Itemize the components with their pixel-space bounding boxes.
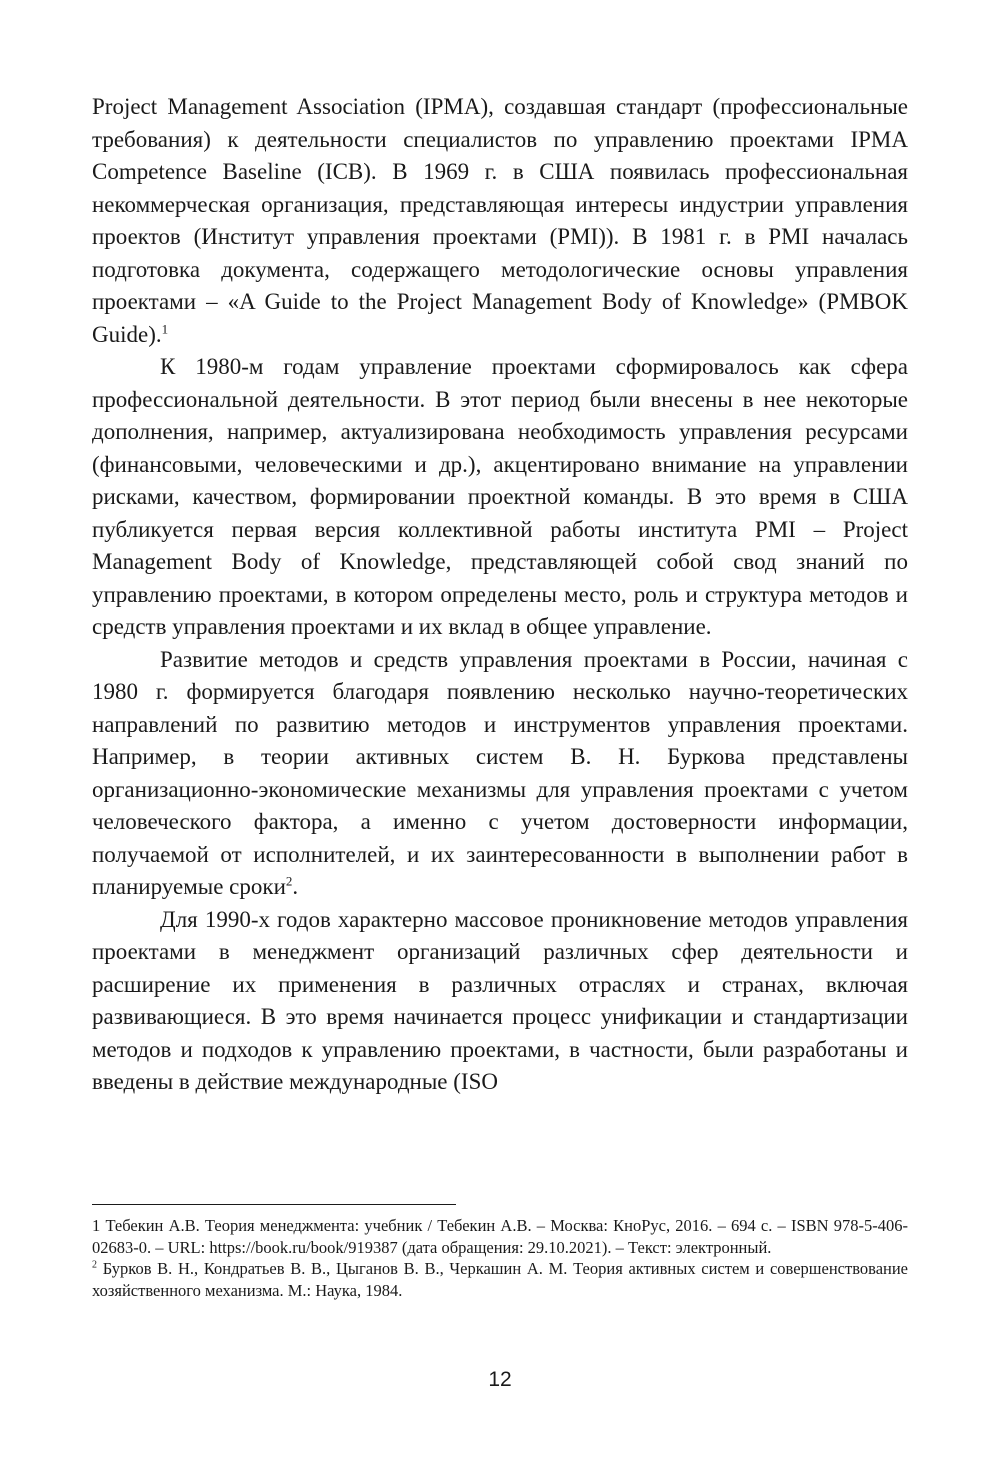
page-body: [92, 91, 908, 1099]
footnote-ref-2[interactable]: 2: [285, 873, 293, 889]
footnote-marker: 2: [92, 1259, 97, 1271]
paragraph-1990s: [92, 904, 908, 1099]
footnote-2: [92, 1258, 908, 1301]
paragraph-tail: .: [292, 874, 299, 899]
footnote-ref-1[interactable]: 1: [161, 320, 169, 336]
footnotes: [92, 1215, 908, 1301]
page-number: 12: [488, 1368, 512, 1391]
paragraph-text: Project Management Association (IPMA), создавшая стандарт (профессиональные требования) к деятельности специалистов по управлению проектами IPMA Competence Baseline (ICB). В 1969 г. в США появилась профессиональная некоммерческая организация, представляющая интересы индустрии управления проектов (Институт управления проектами (PMI)). В 1981 г. в PMI началась подготовка документа, содержащего методологические основы управления проектами – «A Guide to the Project Management Body of Knowledge» (PMBOK Guide).: [92, 94, 908, 347]
footnote-text: Бурков В. Н., Кондратьев В. В., Цыганов В. В., Черкашин А. М. Теория активных систем и совершенствование хозяйственного механизма. М.: Наука, 1984.: [92, 1259, 909, 1300]
paragraph-ipma-pmi: [92, 91, 908, 351]
paragraph-text: Развитие методов и средств управления проектами в России, начиная с 1980 г. формируется благодаря появлению несколько научно-теоретических направлений по развитию методов и инструментов управления проектами. Например, в теории активных систем В. Н. Буркова представлены организационно-экономические механизмы для управления проектами с учетом человеческого фактора, а именно с учетом достоверности информации, получаемой от исполнителей, и их заинтересованности в выполнении работ в планируемые сроки: [92, 646, 908, 899]
footnote-marker: 1: [92, 1216, 101, 1235]
paragraph-text: Для 1990-х годов характерно массовое проникновение методов управления проектами в менеджмент организаций различных сфер деятельности и расширение их применения в различных отраслях и странах, включая развивающиеся. В это время начинается процесс унификации и стандартизации методов и подходов к управлению проектами, в частности, были разработаны и введены в действие международные (ISO: [92, 906, 908, 1094]
footnote-text: Тебекин А.В. Теория менеджмента: учебник / Тебекин А.В. – Москва: КноРус, 2016. – 694 с. – ISBN 978-5-406-02683-0. – URL: https://book.ru/book/919387 (дата обращения: 29.10.2021). – Текст: электронный.: [92, 1216, 909, 1257]
paragraph-russia: [92, 644, 908, 904]
footnote-1: [92, 1215, 908, 1258]
paragraph-1980s: [92, 351, 908, 644]
footnote-separator: [92, 1204, 456, 1205]
paragraph-text: К 1980-м годам управление проектами сформировалось как сфера профессиональной деятельности. В этот период были внесены в нее некоторые дополнения, например, актуализирована необходимость управления ресурсами (финансовыми, человеческими и др.), акцентировано внимание на управлении рисками, качеством, формировании проектной команды. В это время в США публикуется первая версия коллективной работы института PMI – Project Management Body of Knowledge, представляющей собой свод знаний по управлению проектами, в котором определены место, роль и структура методов и средств управления проектами и их вклад в общее управление.: [92, 354, 908, 639]
